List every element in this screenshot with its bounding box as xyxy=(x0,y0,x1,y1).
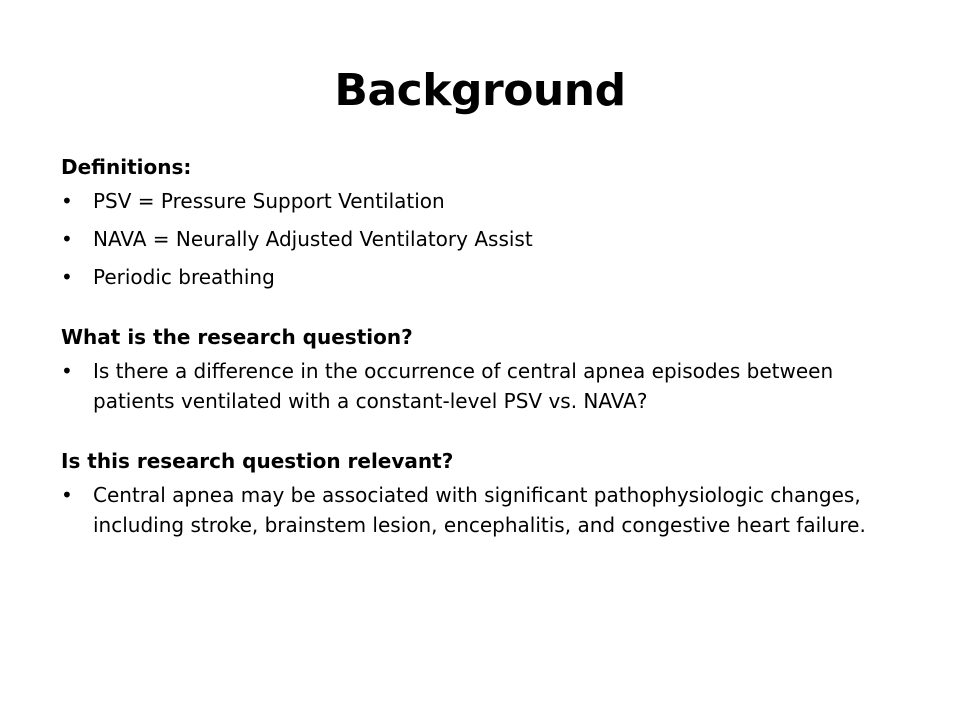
bullet-icon: • xyxy=(61,359,73,383)
bullet-icon: • xyxy=(61,227,73,251)
list-item xyxy=(61,356,921,416)
relevance-list xyxy=(61,480,921,540)
list-item-text: Is there a difference in the occurrence of central apnea episodes between patients ventilated with a constant-level PSV vs. NAVA? xyxy=(93,359,834,413)
list-item xyxy=(61,480,921,540)
list-item-text: PSV = Pressure Support Ventilation xyxy=(93,189,445,213)
list-item xyxy=(61,262,921,292)
list-item xyxy=(61,186,921,216)
list-item-text: Periodic breathing xyxy=(93,265,275,289)
list-item-text: Central apnea may be associated with significant pathophysiologic changes, including stroke, brainstem lesion, encephalitis, and congestive heart failure. xyxy=(93,483,866,537)
list-item-text: NAVA = Neurally Adjusted Ventilatory Assist xyxy=(93,227,533,251)
bullet-icon: • xyxy=(61,189,73,213)
definitions-list xyxy=(61,186,921,292)
bullet-icon: • xyxy=(61,483,73,507)
section-heading-research-question: What is the research question? xyxy=(61,325,413,349)
spacer xyxy=(61,424,921,446)
slide-content xyxy=(61,152,921,548)
research-question-list xyxy=(61,356,921,416)
spacer xyxy=(61,300,921,322)
section-heading-definitions: Definitions: xyxy=(61,155,192,179)
list-item xyxy=(61,224,921,254)
slide-title: Background xyxy=(334,65,626,116)
section-heading-relevance: Is this research question relevant? xyxy=(61,449,454,473)
bullet-icon: • xyxy=(61,265,73,289)
